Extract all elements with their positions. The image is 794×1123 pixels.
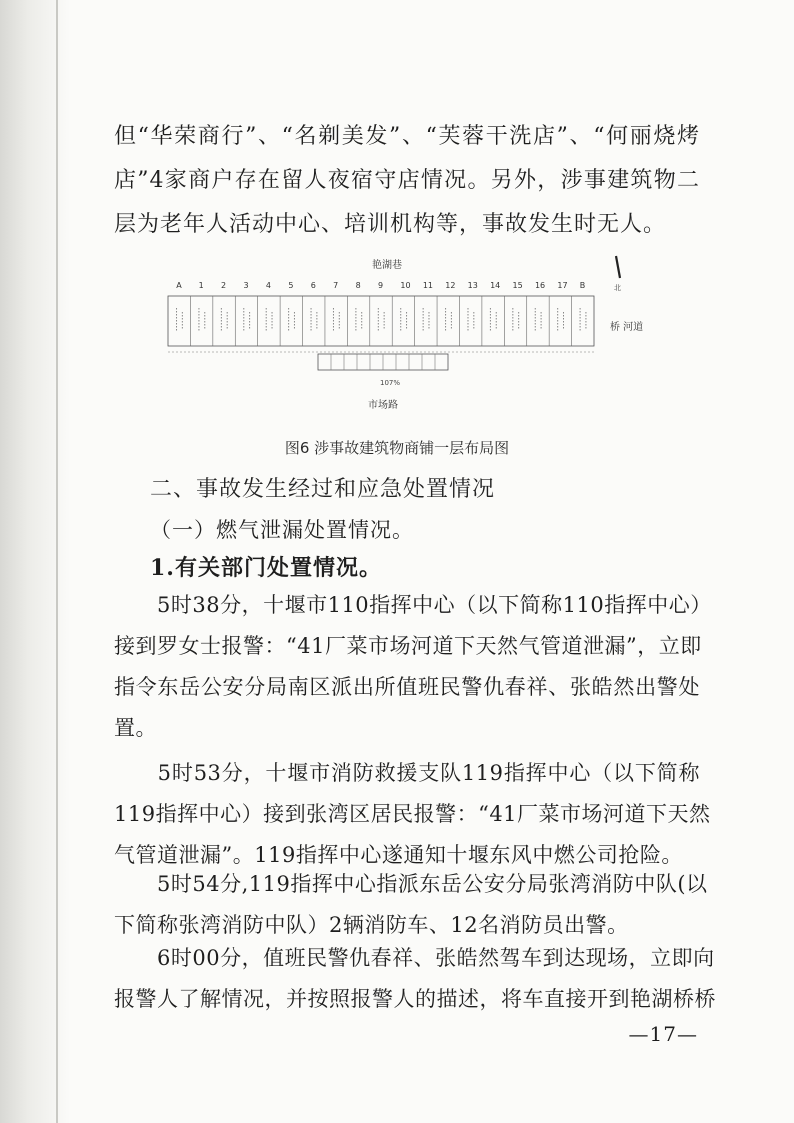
- text-line: 置。: [114, 716, 157, 740]
- shop-cells: [177, 296, 586, 346]
- figure-caption: 图6 涉事故建筑物商铺一层布局图: [284, 439, 510, 457]
- building-outline: [168, 296, 594, 346]
- shop-number-label: 3: [243, 281, 249, 290]
- text-line: 气管道泄漏”。119指挥中心遂通知十堰东风中燃公司抢险。: [114, 843, 683, 867]
- shop-number-label: 8: [355, 281, 361, 290]
- street-label-bottom: 市场路: [368, 400, 398, 411]
- shop-number-label: 5: [288, 281, 294, 290]
- north-label: 北: [614, 284, 621, 292]
- shop-number-label: B: [579, 281, 586, 290]
- shop-layout-diagram: [150, 248, 650, 418]
- shop-number-label: 2: [221, 281, 227, 290]
- shop-number-label: 17: [557, 281, 568, 290]
- small-note: 107%: [380, 379, 401, 387]
- text-line: 6时00分，值班民警仇春祥、张皓然驾车到达现场，立即向: [114, 946, 715, 970]
- text-line: 指令东岳公安分局南区派出所值班民警仇春祥、张皓然出警处: [114, 675, 700, 699]
- paragraph-1: [114, 585, 712, 749]
- shop-number-label: 7: [333, 281, 339, 290]
- shop-number-row: [176, 281, 585, 290]
- text-line: 下简称张湾消防中队）2辆消防车、12名消防员出警。: [114, 913, 629, 937]
- paragraph-2: [114, 753, 711, 876]
- shop-number-label: 12: [445, 281, 456, 290]
- item-heading: 1.有关部门处置情况。: [150, 555, 382, 581]
- text-line: 119指挥中心）接到张湾区居民报警：“41厂菜市场河道下天然: [114, 802, 711, 826]
- river-label: 桥 河道: [610, 322, 644, 333]
- text-line: 接到罗女士报警：“41厂菜市场河道下天然气管道泄漏”，立即: [114, 634, 702, 658]
- paragraph-3: [114, 864, 708, 946]
- basement-cells: [331, 354, 435, 370]
- text-line: 5时38分，十堰市110指挥中心（以下简称110指挥中心）: [114, 593, 712, 617]
- shop-number-label: A: [176, 281, 182, 290]
- subsection-heading: （一）燃气泄漏处置情况。: [150, 518, 414, 542]
- text-line: 报警人了解情况，并按照报警人的描述，将车直接开到艳湖桥桥: [114, 987, 716, 1011]
- scan-shadow: [0, 0, 70, 1123]
- intro-paragraph: 但“华荣商行”、“名剃美发”、“芙蓉干洗店”、“何丽烧烤店”4家商户存在留人夜宿守店情况。另外，涉事建筑物二层为老年人活动中心、培训机构等，事故发生时无人。: [114, 124, 700, 237]
- paragraph-4: [114, 938, 716, 1020]
- shop-number-label: 11: [422, 281, 434, 290]
- shop-number-label: 4: [265, 281, 271, 290]
- street-label-top: 艳湖巷: [372, 260, 402, 271]
- shop-number-label: 15: [512, 281, 523, 290]
- shop-number-label: 6: [310, 281, 316, 290]
- shop-number-label: 1: [198, 281, 204, 290]
- shop-layout-figure: [150, 248, 650, 418]
- shop-number-label: 13: [467, 281, 478, 290]
- page-edge: [56, 0, 58, 1123]
- text-line: 5时54分,119指挥中心指派东岳公安分局张湾消防中队(以: [114, 872, 708, 896]
- shop-number-label: 14: [490, 281, 501, 290]
- shop-number-label: 9: [378, 281, 384, 290]
- shop-number-label: 16: [534, 281, 546, 290]
- text-line: 5时53分，十堰市消防救援支队119指挥中心（以下简称: [114, 761, 700, 785]
- page-number: —17—: [628, 1022, 698, 1046]
- shop-number-label: 10: [400, 281, 411, 290]
- north-arrow-icon: [616, 256, 620, 278]
- section-heading: 二、事故发生经过和应急处置情况: [150, 477, 496, 502]
